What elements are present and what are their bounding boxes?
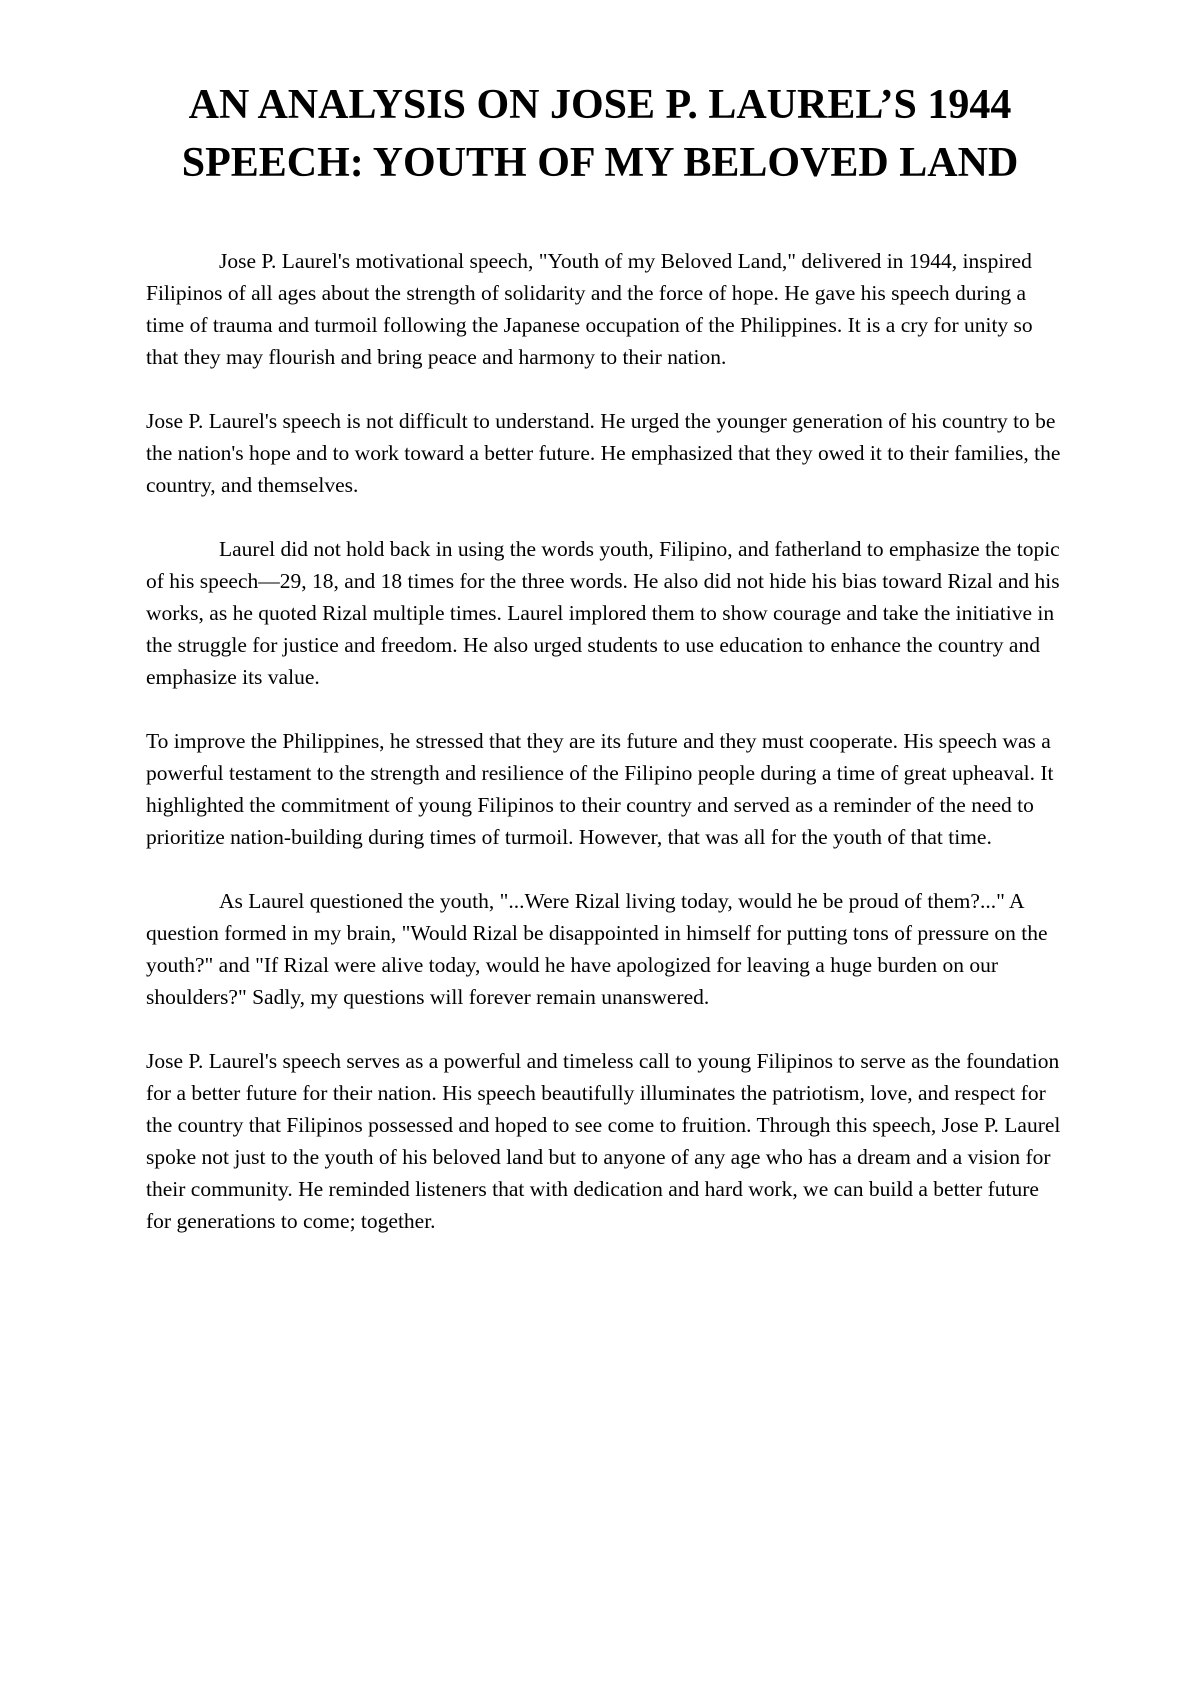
- paragraph-1: Jose P. Laurel's motivational speech, "Youth of my Beloved Land," delivered in 1944, inspired Filipinos of all ages about the strength of solidarity and the force of hope. He gave his speech during a time of trauma and turmoil following the Japanese occupation of the Philippines. It is a cry for unity so that they may flourish and bring peace and harmony to their nation.: [146, 249, 1033, 369]
- document-title: AN ANALYSIS ON JOSE P. LAUREL’S 1944 SPEECH: YOUTH OF MY BELOVED LAND: [181, 82, 1019, 186]
- paragraph-3: Laurel did not hold back in using the words youth, Filipino, and fatherland to emphasize the topic of his speech—29, 18, and 18 times for the three words. He also did not hide his bias toward Rizal and his works, as he quoted Rizal multiple times. Laurel implored them to show courage and take the initiative in the struggle for justice and freedom. He also urged students to use education to enhance the country and emphasize its value.: [146, 537, 1060, 689]
- document-body: [146, 245, 1066, 1269]
- paragraph-5: As Laurel questioned the youth, "...Were Rizal living today, would he be proud of them?..." A question formed in my brain, "Would Rizal be disappointed in himself for putting tons of pressure on the youth?" and "If Rizal were alive today, would he have apologized for leaving a huge burden on our shoulders?" Sadly, my questions will forever remain unanswered.: [146, 889, 1048, 1009]
- paragraph-2: Jose P. Laurel's speech is not difficult to understand. He urged the younger generation of his country to be the nation's hope and to work toward a better future. He emphasized that they owed it to their families, the country, and themselves.: [146, 409, 1061, 497]
- paragraph-4: To improve the Philippines, he stressed that they are its future and they must cooperate. His speech was a powerful testament to the strength and resilience of the Filipino people during a time of great upheaval. It highlighted the commitment of young Filipinos to their country and served as a reminder of the need to prioritize nation-building during times of turmoil. However, that was all for the youth of that time.: [146, 729, 1054, 849]
- paragraph-6: Jose P. Laurel's speech serves as a powerful and timeless call to young Filipinos to serve as the foundation for a better future for their nation. His speech beautifully illuminates the patriotism, love, and respect for the country that Filipinos possessed and hoped to see come to fruition. Through this speech, Jose P. Laurel spoke not just to the youth of his beloved land but to anyone of any age who has a dream and a vision for their community. He reminded listeners that with dedication and hard work, we can build a better future for generations to come; together.: [146, 1049, 1061, 1233]
